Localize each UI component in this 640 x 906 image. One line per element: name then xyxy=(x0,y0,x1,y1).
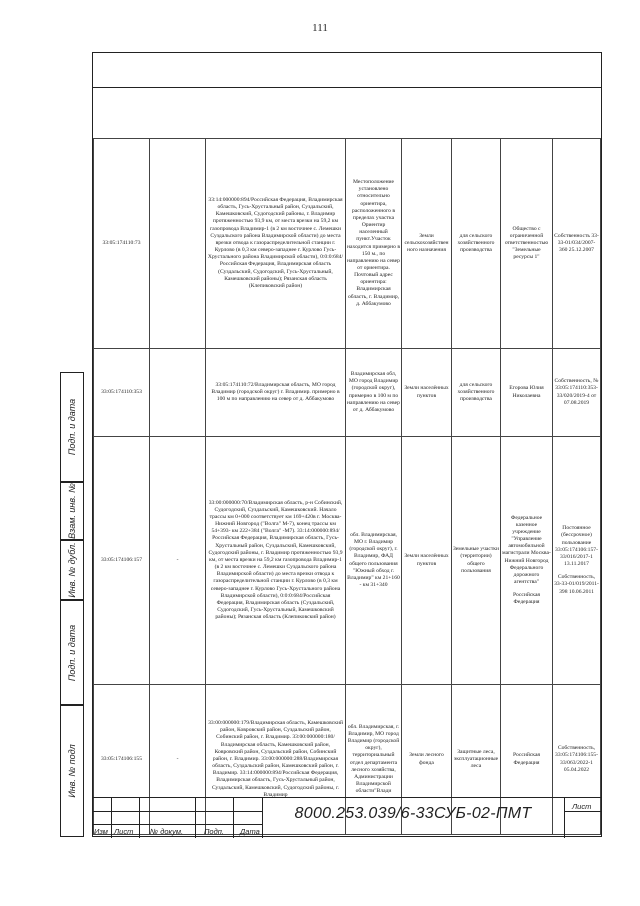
title-block xyxy=(92,797,602,838)
sidebar-label: Инв. № дубл. xyxy=(67,542,77,598)
owner-cell: Егорова Юлия Николаевна xyxy=(501,349,553,437)
category-cell: Земли лесного фонда xyxy=(402,685,452,835)
stamp-divider xyxy=(139,798,140,838)
stamp-row-line xyxy=(92,824,262,825)
sidebar-label: Инв. № подл xyxy=(67,744,77,798)
sidebar-label: Подп. и дата xyxy=(67,398,77,456)
right-cell: Собственность, № 33:05:174110:353-33/020/2019-4 от 07.08.2019 xyxy=(553,349,601,437)
stamp-col-date: Дата xyxy=(240,827,260,836)
stamp-row-line xyxy=(92,811,262,812)
sidebar-duplicate-inv xyxy=(60,540,84,600)
category-cell: Земли населённых пунктов xyxy=(402,437,452,685)
empty-cell: - xyxy=(150,685,206,835)
stamp-divider xyxy=(564,798,565,838)
sidebar-signature-date-1 xyxy=(60,372,84,482)
address-cell: Владимирская обл, МО город Владимир (городской округ), примерно в 100 м по направлению на север от д. Аббакумово xyxy=(346,349,402,437)
address-cell: обл. Владимирская, МО г. Владимир (городской округ), г. Владимир, ФАД общего пользования "Южный обход г. Владимир" км 21+160 - км 31+340 xyxy=(346,437,402,685)
stamp-divider xyxy=(262,798,263,838)
stamp-sheet-line xyxy=(564,811,602,812)
cadastral-number: 33:05:174110:353 xyxy=(94,349,150,437)
owner-cell xyxy=(501,437,553,685)
right-entry: Постоянное (бессрочное) пользование 33:05:174106:157-33/016/2017-1 13.11.2017 xyxy=(555,525,598,568)
empty-cell: - xyxy=(150,437,206,685)
owner-entry: Российская Федерация xyxy=(512,592,541,606)
sidebar-replacement-inv xyxy=(60,482,84,540)
use-cell: для сельского хозяйственного производства xyxy=(452,139,501,349)
cadastral-number: 33:05:174110:73 xyxy=(94,139,150,349)
stamp-col-sign: Подп. xyxy=(204,827,224,836)
use-cell: Земельные участки (территории) общего пользования xyxy=(452,437,501,685)
address-cell: обл. Владимирская, г. Владимир, МО город Владимир (городской округ), территориальный отдел департамента лесного хозяйства, Администрации Владимирской области"Влади xyxy=(346,685,402,835)
right-cell: Собственность 33-33-01/034/2007-360 25.12.2007 xyxy=(553,139,601,349)
cadastral-number: 33:05:174106:157 xyxy=(94,437,150,685)
right-cell: Собственность, 33:05:174106:155-33/063/2022-1 05.04.2022 xyxy=(553,685,601,835)
land-register-table xyxy=(93,138,601,835)
sidebar-label: Взам. инв. № xyxy=(67,483,77,539)
table-row xyxy=(94,349,601,437)
stamp-col-change: Изм xyxy=(94,827,108,836)
document-code: 8000.253.039/6-33СУБ-02-ПМТ xyxy=(294,805,532,822)
stamp-divider xyxy=(195,798,196,838)
table-row xyxy=(94,139,601,349)
sidebar-label: Подп. и дата xyxy=(67,624,77,681)
location-cell: 33:00:000000:70/Владимирская область, р-н Собинский, Судогодский, Суздальский, Камешковский. Начало трассы км 0+000 соответствует км 169+420в г. Москва-Нижний Новгород ("Волга" М-7), конец трассы км 54+393- км 222+384 ("Волга" -М7). 33:14:000000:894/Российская Федерация, Владимирская область, Гусь-Хрустальный район, Суздальский, Камешковский, Судогодский районы, г. Владимир протяженностью 93,9 км, от места врезки на 59,2 км газопровода Владимир-1 (в 2 км восточнее с. Лемешки Суздальского района Владимирской области) до места врезки отвода к газораспределительной станции г. Курлово (в 0,3 км северо-западнее г. Курлово Гусь-Хрустального района Владимирской области), 0:0:0:684/Российская Федерация, Владимирская область (Суздальский, Судогодский, Гусь-Хрустальный, Камешковский районы); Рязанская область (Клепиковский район) xyxy=(206,437,346,685)
stamp-col-doc: № докум. xyxy=(150,827,184,836)
sidebar-signature-date-2 xyxy=(60,600,84,705)
owner-cell: Российская Федерация xyxy=(501,685,553,835)
sheet-label: Лист xyxy=(572,802,592,811)
owner-entry: Федеральное казенное учреждение "Управление автомобильной магистрали Москва-Нижний Новгород Федерального дорожного агентства" xyxy=(502,514,551,585)
right-entry: Собственность, 33-33-01/019/2011-398 10.06.2011 xyxy=(554,574,599,595)
sidebar-original-inv xyxy=(60,705,84,837)
stamp-divider xyxy=(111,798,112,838)
category-cell: Земли населённых пунктов xyxy=(402,349,452,437)
table-row xyxy=(94,437,601,685)
header-rule xyxy=(93,87,601,88)
category-cell: Земли сельскохозяйственного назначения xyxy=(402,139,452,349)
cadastral-number: 33:05:174106:155 xyxy=(94,685,150,835)
use-cell: для сельского хозяйственного производства xyxy=(452,349,501,437)
stamp-col-sheet: Лист xyxy=(114,827,134,836)
stamp-divider xyxy=(233,798,234,838)
location-cell: 33:05:174110:72/Владимирская область, МО город Владимир (городской округ) г. Владимир. примерно в 100 м по направлению на север от д. Аббакумово xyxy=(206,349,346,437)
page-number: 111 xyxy=(312,22,328,34)
address-cell: Местоположение установлено относительно ориентира, расположенного в пределах участка Ориентир населенный пункт.Участок находится примерно в 150 м., по направлению на север от ориентира. Почтовый адрес ориентира: Владимирская область, г. Владимир, д. Аббакумово xyxy=(346,139,402,349)
location-cell: 33:14:000000:894/Российская Федерация, Владимирская область, Гусь-Хрустальный район, Суздальский, Камешковский, Судогодский районы, г. Владимир протяженностью 93,9 км, от места врезки на 59,2 км газопровода Владимир-1 (в 2 км восточнее с. Лемешки Суздальского района Владимирской области) до места врезки отвода к газораспределительной станции г. Курлово (в 0,3 км северо-западнее г. Курлово Гусь-Хрустального района Владимирской области), 0:0:0:684/Российская Федерация, Владимирская область (Суздальский, Судогодский, Гусь-Хрустальный, Камешковский районы); Рязанская область (Клепиковский район) xyxy=(206,139,346,349)
right-cell xyxy=(553,437,601,685)
drawing-frame xyxy=(92,52,602,837)
location-cell: 33:00:000000:179/Владимирская область, Камешковский район, Ковровский район, Суздальский район, Собинский район, г. Владимир. 33:00:000000:180/Владимирская область, Камешковский район, Ковровский район, Суздальский район, Собинский район, г. Владимир. 33:00:000000:288/Владимирская область, Суздальский район, Камешковский район, г. Владимир. 33:14:000000:894/Российская Федерация, Владимирская область, Гусь-Хрустальный район, Суздальский, Камешковский, Судогодский районы, г. Владимир xyxy=(206,685,346,835)
owner-cell: Общество с ограниченной ответственностью "Земельные ресурсы 1" xyxy=(501,139,553,349)
empty-cell xyxy=(150,139,206,349)
empty-cell xyxy=(150,349,206,437)
use-cell: Защитные леса, эксплуатационные леса xyxy=(452,685,501,835)
